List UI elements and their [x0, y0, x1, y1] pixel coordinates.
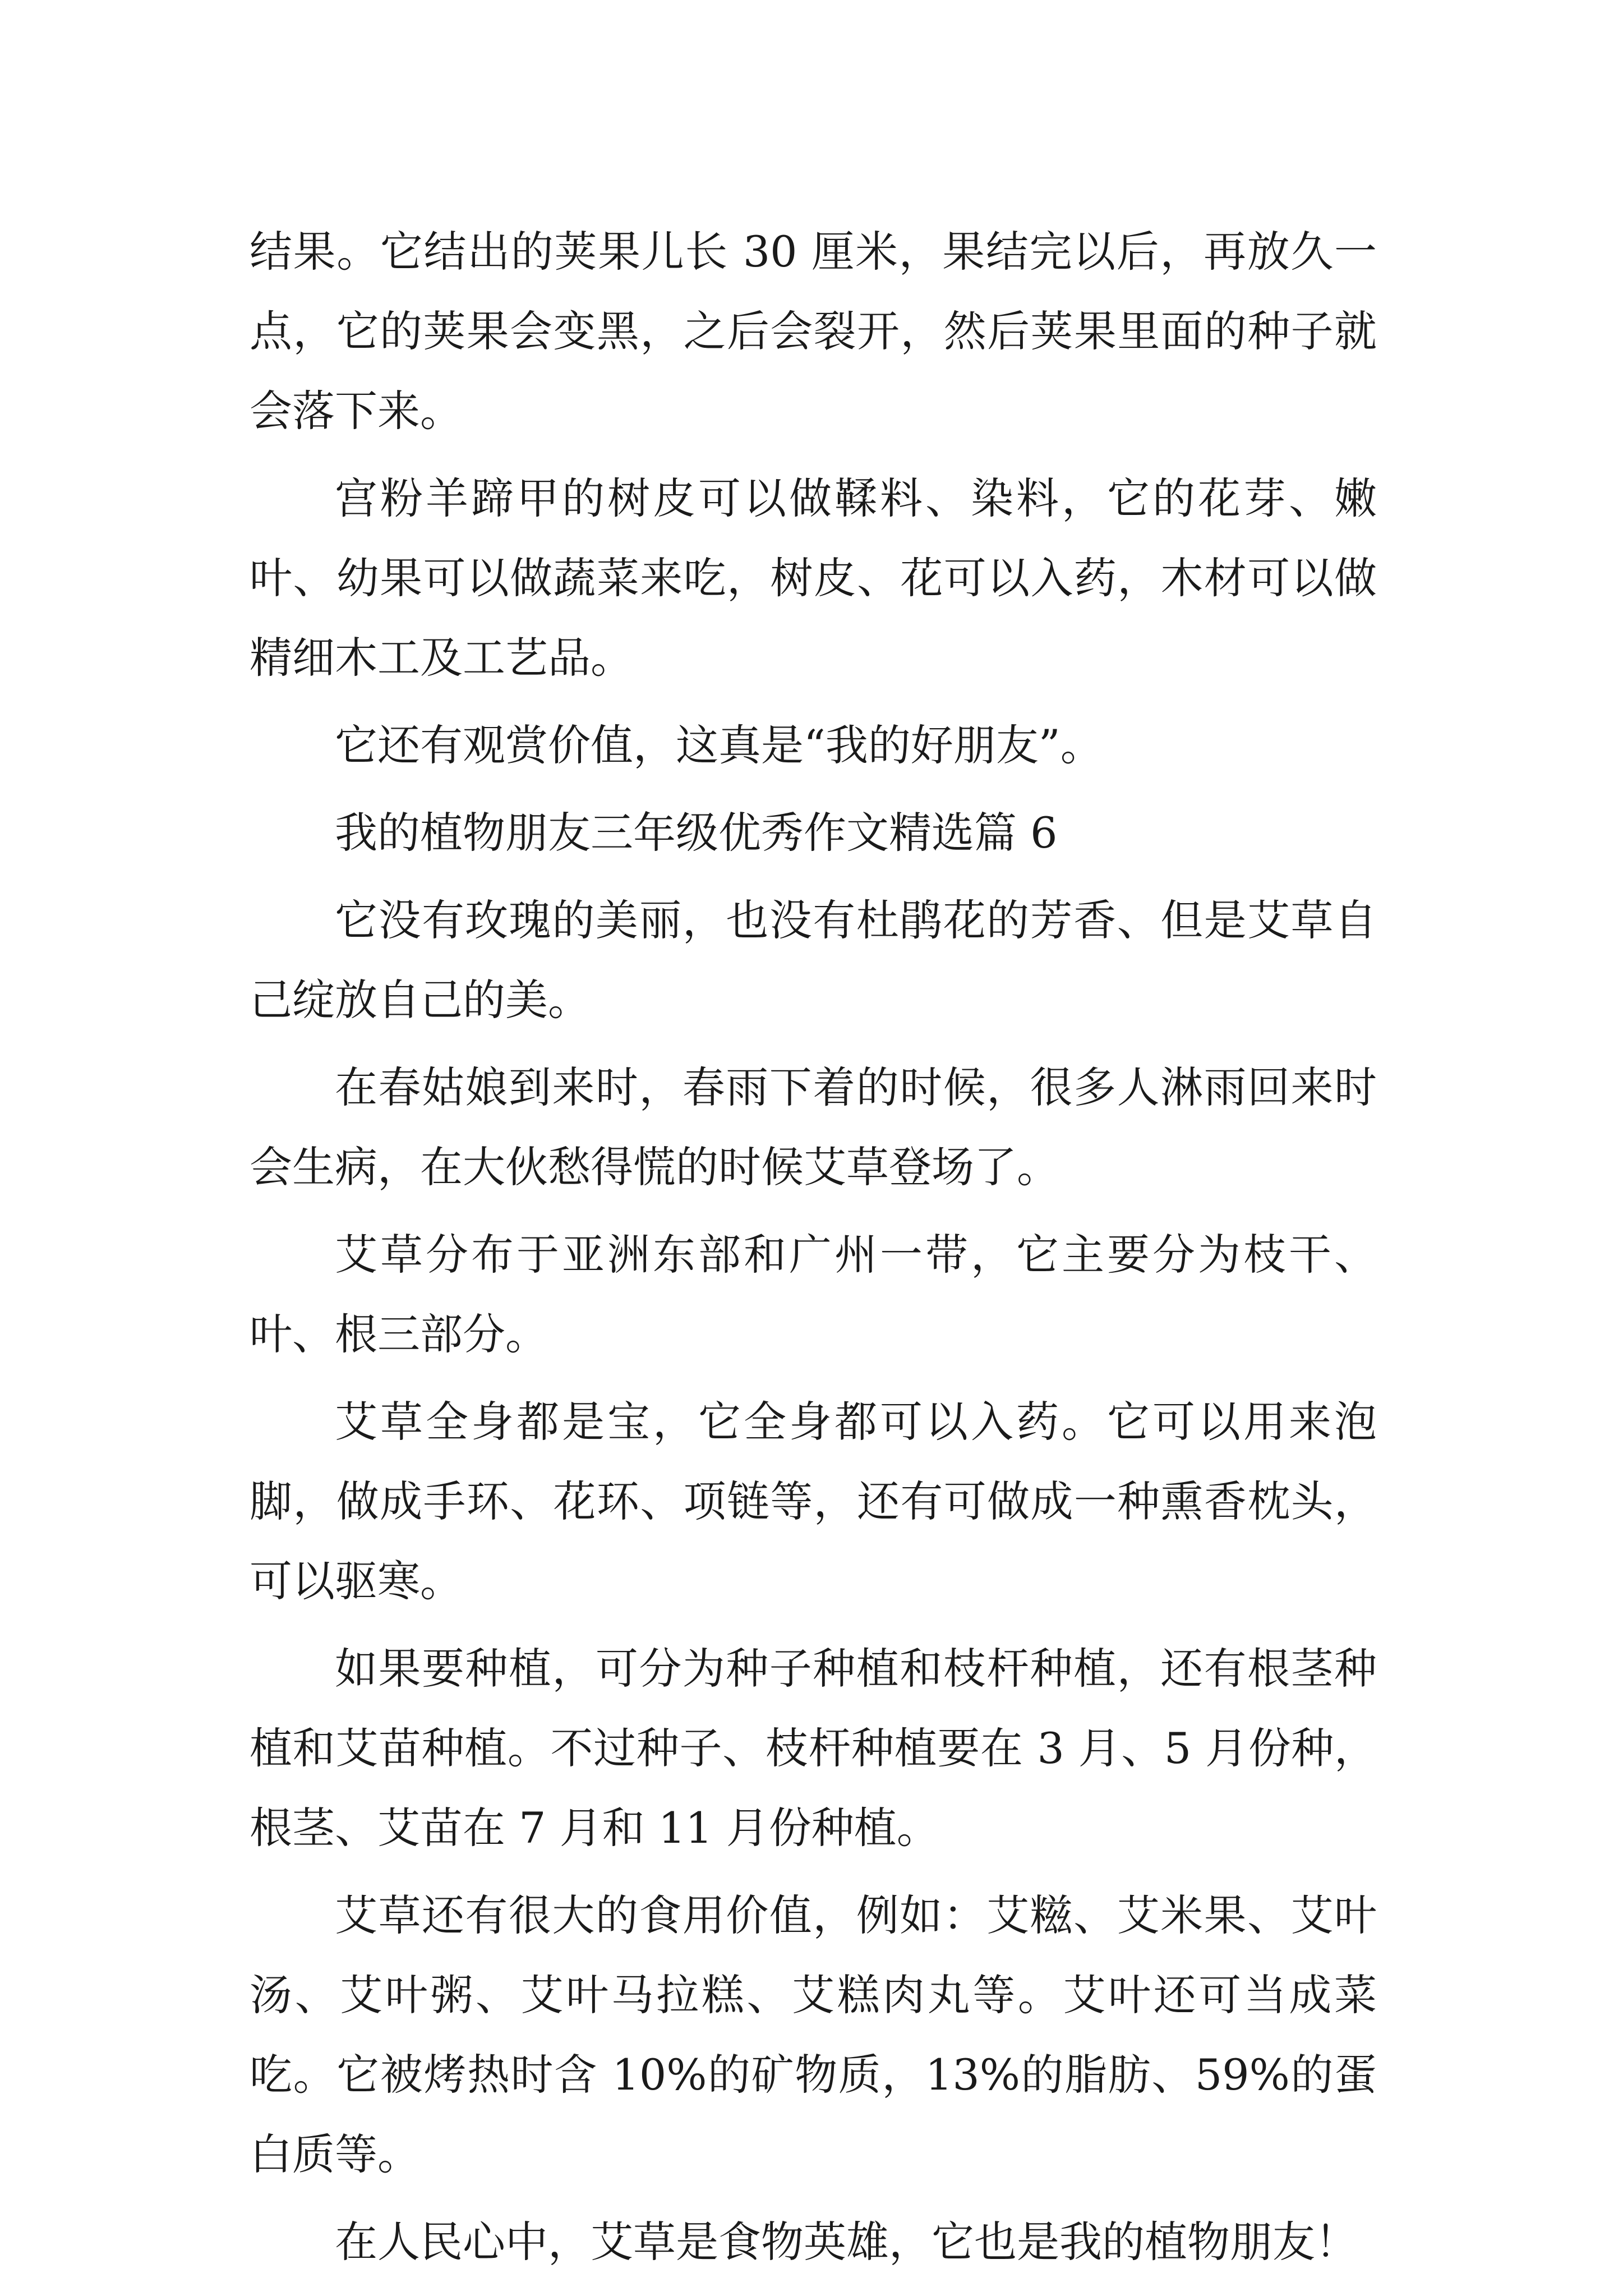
paragraph: 宫粉羊蹄甲的树皮可以做鞣料、染料，它的花芽、嫩叶、幼果可以做蔬菜来吃，树皮、花可以入药，木材可以做精细木工及工艺品。 — [250, 473, 1377, 683]
section-heading: 我的植物朋友三年级优秀作文精选篇 6 — [335, 808, 1058, 858]
paragraph: 艾草还有很大的食用价值，例如：艾糍、艾米果、艾叶汤、艾叶粥、艾叶马拉糕、艾糕肉丸等。艾叶还可当成菜吃。它被烤热时含 10%的矿物质，13%的脂肪、59%的蛋白质等。 — [250, 1890, 1377, 2179]
paragraph-closing: 在人民心中，艾草是食物英雄，它也是我的植物朋友！ — [335, 2217, 1358, 2267]
paragraph: 它还有观赏价值，这真是“我的好朋友”。 — [335, 720, 1103, 770]
document-body — [250, 212, 1377, 2282]
paragraph: 如果要种植，可分为种子种植和枝杆种植，还有根茎种植和艾苗种植。不过种子、枝杆种植要在 3 月、5 月份种，根茎、艾苗在 7 月和 11 月份种植。 — [250, 1644, 1377, 1853]
paragraph: 艾草分布于亚洲东部和广州一带，它主要分为枝干、叶、根三部分。 — [250, 1230, 1377, 1359]
paragraph: 在春姑娘到来时，春雨下着的时候，很多人淋雨回来时会生病，在大伙愁得慌的时候艾草登场了。 — [250, 1062, 1377, 1192]
paragraph-continued: 结果。它结出的荚果儿长 30 厘米，果结完以后，再放久一点，它的荚果会变黑，之后会裂开，然后荚果里面的种子就会落下来。 — [250, 227, 1377, 436]
paragraph: 艾草全身都是宝，它全身都可以入药。它可以用来泡脚，做成手环、花环、项链等，还有可做成一种熏香枕头，可以驱寒。 — [250, 1397, 1377, 1606]
paragraph: 它没有玫瑰的美丽，也没有杜鹃花的芳香、但是艾草自己绽放自己的美。 — [250, 895, 1377, 1025]
